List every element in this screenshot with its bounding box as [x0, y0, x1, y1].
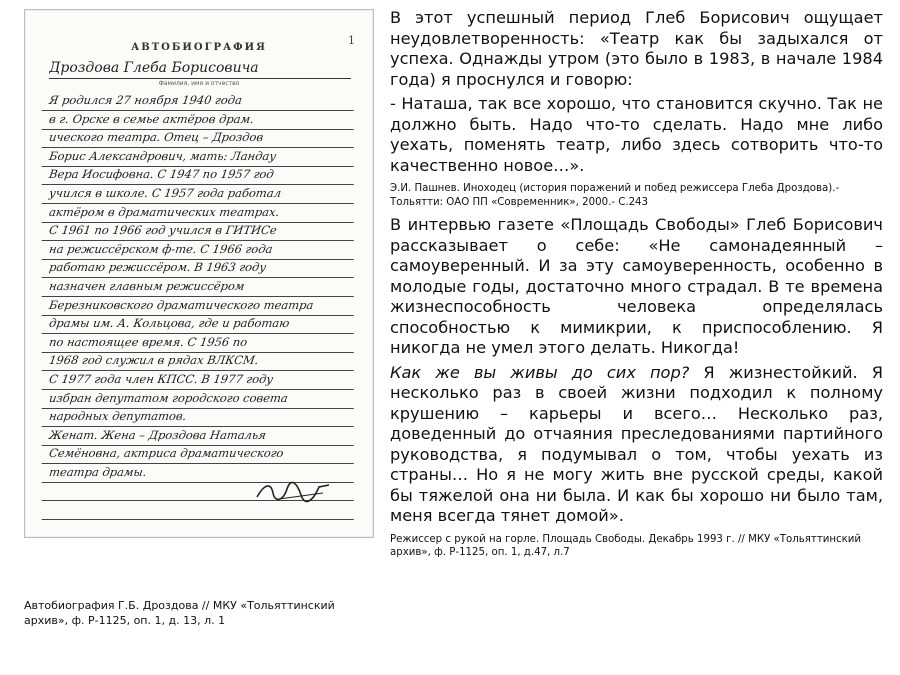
handwritten-line: С 1977 года член КПСС. В 1977 году	[42, 371, 357, 390]
handwritten-line: в г. Орске в семье актёров драм.	[42, 111, 357, 130]
handwritten-line: Я родился 27 ноября 1940 года	[42, 92, 357, 111]
paragraph-4	[390, 363, 883, 527]
handwritten-line: работаю режиссёром. В 1963 году	[42, 259, 357, 278]
handwritten-line: Вера Иосифовна. С 1947 по 1957 год	[42, 166, 357, 185]
doc-name-line: Дроздова Глеба Борисовича	[49, 60, 351, 79]
handwritten-line: С 1961 по 1966 год учился в ГИТИСе	[42, 222, 357, 241]
doc-name-subcaption: Фамилия, имя и отчество	[158, 80, 240, 87]
handwritten-line: актёром в драматических театрах.	[42, 204, 357, 223]
paragraph-1: В этот успешный период Глеб Борисович ощущает неудовлетворенность: «Театр как бы задыхался от успеха. Однажды утром (это было в 1983, в начале 1984 года) я проснулся и говорю:	[390, 8, 883, 89]
handwritten-line: назначен главным режиссёром	[42, 278, 357, 297]
paragraph-3: В интервью газете «Площадь Свободы» Глеб Борисович рассказывает о себе: «Не самонадеянный – самоуверенный. И за эту самоуверенность, особенно в молодые годы, достаточно много страдал. В те времена жизнеспособность человека определялась способностью к мимикрии, к приспособлению. Я никогда не умел этого делать. Никогда!	[390, 215, 883, 357]
handwritten-line	[42, 520, 357, 538]
handwritten-line: 1968 год служил в рядах ВЛКСМ.	[42, 352, 357, 371]
handwritten-line: Семёновна, актриса драматического	[42, 445, 357, 464]
handwritten-line: Березниковского драматического театра	[42, 297, 357, 316]
autobiography-scan	[24, 9, 374, 538]
left-caption: Автобиография Г.Б. Дроздова // МКУ «Тольяттинский архив», ф. Р-1125, оп. 1, д. 13, л. 1	[24, 599, 335, 627]
signature-image	[253, 479, 333, 505]
handwritten-line: избран депутатом городского совета	[42, 390, 357, 409]
handwritten-line: на режиссёрском ф-те. С 1966 года	[42, 241, 357, 260]
source-2: Режиссер с рукой на горле. Площадь Свободы. Декабрь 1993 г. // МКУ «Тольяттинский архив», ф. Р-1125, оп. 1, д.47, л.7	[390, 533, 862, 558]
source-1: Э.И. Пашнев. Иноходец (история поражений и побед режиссера Глеба Дроздова).-Тольятти: ОАО ПП «Современник», 2000.- С.243	[390, 183, 840, 208]
handwritten-line: по настоящее время. С 1956 по	[42, 334, 357, 353]
paragraph-2: - Наташа, так все хорошо, что становится скучно. Так не должно быть. Надо что-то сделать. Надо мне либо уехать, поменять театр, либо здесь сотворить что-то качественно новое…».	[390, 94, 883, 175]
handwritten-line: учился в школе. С 1957 года работал	[42, 185, 357, 204]
handwritten-line: драмы им. А. Кольцова, где и работаю	[42, 315, 357, 334]
handwritten-line: ического театра. Отец – Дроздов	[42, 129, 357, 148]
doc-page-number: 1	[348, 34, 355, 47]
doc-title: АВТОБИОГРАФИЯ	[131, 42, 267, 53]
text-column	[390, 8, 883, 566]
paragraph-4-answer: Я жизнестойкий. Я несколько раз в своей жизни подходил к полному крушению – карьеры и всего… Несколько раз, доведенный до отчаяния преследованиями партийного руководства, я подумывал о том, чтобы уехать из страны… Но я не могу жить вне русской среды, какой бы тяжелой она ни была. И как бы хорошо ни было там, меня всегда тянет домой».	[390, 362, 883, 525]
handwritten-line: Женат. Жена – Дроздова Наталья	[42, 427, 357, 446]
handwritten-line: народных депутатов.	[42, 408, 357, 427]
paragraph-4-question: Как же вы живы до сих пор?	[390, 362, 690, 382]
handwritten-line: Борис Александрович, мать: Ландау	[42, 148, 357, 167]
handwritten-lines	[43, 92, 355, 538]
handwritten-line: театра драмы.	[42, 464, 357, 483]
